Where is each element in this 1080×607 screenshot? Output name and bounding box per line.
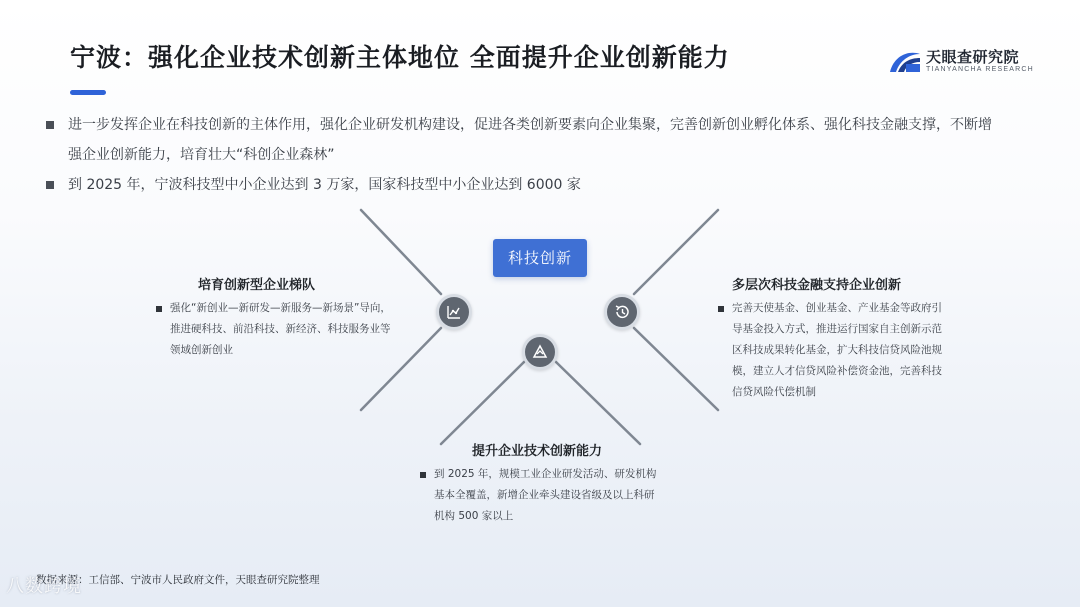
center-node: 科技创新 (493, 239, 587, 277)
page-title: 宁波：强化企业技术创新主体地位 全面提升企业创新能力 (70, 43, 730, 72)
logo-subtext: TIANYANCHA RESEARCH (926, 66, 1034, 73)
left-block-body: 强化“新创业—新研发—新服务—新场景”导向，推进硬科技、前沿科技、新经济、科技服务业等领域创新创业 (170, 302, 391, 356)
watermark: 八数跨境 (6, 576, 82, 597)
clock-history-icon (604, 294, 640, 330)
bottom-block-title: 提升企业技术创新能力 (472, 444, 603, 459)
right-block-text (718, 298, 944, 403)
right-block-title: 多层次科技金融支持企业创新 (732, 278, 902, 293)
bottom-block-body: 到 2025 年，规模工业企业研发活动、研发机构基本全覆盖，新增企业牵头建设省级及以上科研机构 500 家以上 (434, 468, 657, 522)
chart-icon (436, 294, 472, 330)
triangle-growth-icon (522, 334, 558, 370)
logo-text: 天眼查研究院 (926, 48, 1020, 66)
line-top-left (361, 210, 441, 294)
left-block-title: 培育创新型企业梯队 (198, 278, 316, 293)
bullet-text: 到 2025 年，宁波科技型中小企业达到 3 万家，国家科技型中小企业达到 6000 家 (68, 177, 581, 193)
bullet-marker (156, 306, 162, 312)
right-block-body: 完善天使基金、创业基金、产业基金等政府引导基金投入方式，推进运行国家自主创新示范区科技成果转化基金，扩大科技信贷风险池规模，建立人才信贷风险补偿资金池，完善科技信贷风险代偿机制 (732, 302, 942, 398)
line-bottom-right-inner (556, 362, 640, 444)
line-bottom-left-inner (441, 362, 524, 444)
bullet-marker (718, 306, 724, 312)
left-block-text (156, 298, 392, 361)
source-note: 数据来源：工信部、宁波市人民政府文件，天眼查研究院整理 (36, 574, 320, 586)
bottom-block-text (420, 464, 662, 527)
line-bottom-right (634, 328, 718, 410)
bullet-text: 进一步发挥企业在科技创新的主体作用，强化企业研发机构建设，促进各类创新要素向企业集聚，完善创新创业孵化体系、强化科技金融支撑，不断增强企业创新能力，培育壮大“科创企业森林” (68, 117, 992, 163)
bullet-marker (420, 472, 426, 478)
line-top-right (634, 210, 718, 294)
